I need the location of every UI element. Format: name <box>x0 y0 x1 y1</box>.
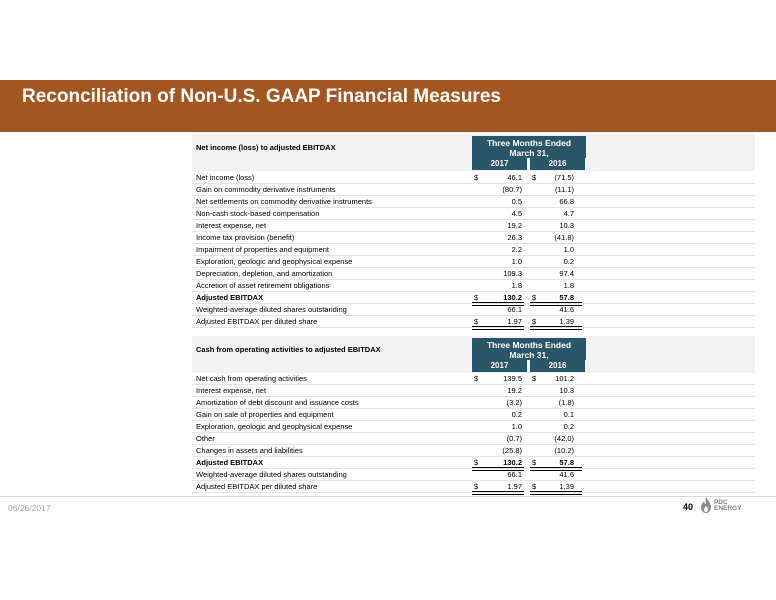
period-header-line: March 31, <box>509 148 549 158</box>
year-header-2017: 2017 <box>472 158 527 170</box>
row-label: Adjusted EBITDAX per diluted share <box>196 317 318 326</box>
value-2017: 19.2 <box>507 221 522 230</box>
value-2017: 130.2 <box>503 293 522 302</box>
currency-symbol: $ <box>474 317 479 326</box>
currency-symbol: $ <box>474 482 479 491</box>
value-2017: 130.2 <box>503 458 522 467</box>
value-2016: (41.8) <box>554 233 574 242</box>
row-label: Other <box>196 434 215 443</box>
value-2016: 66.8 <box>559 197 574 206</box>
value-2016: 4.7 <box>563 209 574 218</box>
row-label: Adjusted EBITDAX <box>196 293 264 302</box>
value-2016: 0.2 <box>563 257 574 266</box>
currency-symbol: $ <box>474 458 479 467</box>
value-2016: 1.8 <box>563 281 574 290</box>
flame-icon <box>700 497 712 513</box>
value-2017: 4.5 <box>511 209 522 218</box>
value-2016: 97.4 <box>559 269 574 278</box>
value-2017: 1.97 <box>507 482 522 491</box>
row-divider <box>192 492 755 493</box>
year-header-2017: 2017 <box>472 360 527 372</box>
row-label: Exploration, geologic and geophysical expense <box>196 422 353 431</box>
value-2017: 26.3 <box>507 233 522 242</box>
value-2017: 66.1 <box>507 470 522 479</box>
value-2016: 1.39 <box>559 482 574 491</box>
value-2016: (10.2) <box>554 446 574 455</box>
row-label: Adjusted EBITDAX per diluted share <box>196 482 318 491</box>
value-2016: 1.39 <box>559 317 574 326</box>
value-2016: 57.8 <box>559 458 574 467</box>
value-2017: 1.0 <box>511 422 522 431</box>
footer-date: 06/26/2017 <box>8 503 51 513</box>
row-label: Gain on sale of properties and equipment <box>196 410 334 419</box>
value-2017: (0.7) <box>506 434 522 443</box>
title-banner <box>0 80 776 132</box>
row-label: Adjusted EBITDAX <box>196 458 264 467</box>
currency-symbol: $ <box>532 458 537 467</box>
section-label: Cash from operating activities to adjusted EBITDAX <box>196 345 381 354</box>
row-label: Interest expense, net <box>196 221 267 230</box>
row-label: Changes in assets and liabilities <box>196 446 303 455</box>
value-2016: 57.8 <box>559 293 574 302</box>
value-2016: (42.0) <box>554 434 574 443</box>
value-2017: (25.8) <box>502 446 522 455</box>
value-2016: (71.5) <box>554 173 574 182</box>
value-2017: 139.5 <box>503 374 522 383</box>
row-label: Weighted-average diluted shares outstanding <box>196 305 347 314</box>
row-label: Net cash from operating activities <box>196 374 307 383</box>
currency-symbol: $ <box>532 173 537 182</box>
value-2016: 41.6 <box>559 305 574 314</box>
value-2017: 19.2 <box>507 386 522 395</box>
value-2016: 1.0 <box>563 245 574 254</box>
row-label: Non-cash stock-based compensation <box>196 209 320 218</box>
value-2016: 10.3 <box>559 386 574 395</box>
value-2017: 1.0 <box>511 257 522 266</box>
value-2016: 101.2 <box>555 374 574 383</box>
value-2017: 0.5 <box>511 197 522 206</box>
year-header-2016: 2016 <box>530 360 585 372</box>
value-2016: 41.6 <box>559 470 574 479</box>
value-2017: 2.2 <box>511 245 522 254</box>
value-2017: 66.1 <box>507 305 522 314</box>
value-2017: 1.8 <box>511 281 522 290</box>
row-label: Net income (loss) <box>196 173 255 182</box>
currency-symbol: $ <box>532 293 537 302</box>
row-label: Accretion of asset retirement obligations <box>196 281 330 290</box>
row-divider <box>192 327 755 328</box>
row-label: Interest expense, net <box>196 386 267 395</box>
year-header-2016: 2016 <box>530 158 585 170</box>
currency-symbol: $ <box>474 293 479 302</box>
row-label: Net settlements on commodity derivative instruments <box>196 197 372 206</box>
currency-symbol: $ <box>532 317 537 326</box>
page-title: Reconciliation of Non-U.S. GAAP Financial Measures <box>22 86 501 107</box>
period-header-line: Three Months Ended <box>486 138 572 148</box>
value-2017: (3.2) <box>506 398 522 407</box>
value-2017: 0.2 <box>511 410 522 419</box>
value-2016: (1.8) <box>558 398 574 407</box>
footer-divider <box>0 496 776 497</box>
value-2017: 46.1 <box>507 173 522 182</box>
value-2017: 109.3 <box>503 269 522 278</box>
period-header-line: March 31, <box>509 350 549 360</box>
row-label: Exploration, geologic and geophysical expense <box>196 257 353 266</box>
currency-symbol: $ <box>532 374 537 383</box>
row-label: Weighted-average diluted shares outstanding <box>196 470 347 479</box>
currency-symbol: $ <box>474 374 479 383</box>
pdc-energy-logo <box>700 496 770 514</box>
value-2016: 0.1 <box>563 410 574 419</box>
value-2016: 10.3 <box>559 221 574 230</box>
value-2017: (80.7) <box>502 185 522 194</box>
row-label: Gain on commodity derivative instruments <box>196 185 336 194</box>
row-label: Income tax provision (benefit) <box>196 233 295 242</box>
period-header <box>472 338 586 360</box>
currency-symbol: $ <box>532 482 537 491</box>
value-2016: (11.1) <box>554 185 574 194</box>
row-label: Depreciation, depletion, and amortization <box>196 269 333 278</box>
value-2017: 1.97 <box>507 317 522 326</box>
page-number: 40 <box>683 502 694 512</box>
logo-text-energy: ENERGY <box>714 505 742 512</box>
row-label: Amortization of debt discount and issuance costs <box>196 398 359 407</box>
currency-symbol: $ <box>474 173 479 182</box>
period-header-line: Three Months Ended <box>486 340 572 350</box>
row-label: Impairment of properties and equipment <box>196 245 329 254</box>
period-header <box>472 136 586 158</box>
logo-text-pdc: PDC <box>714 499 728 506</box>
section-label: Net income (loss) to adjusted EBITDAX <box>196 143 336 152</box>
value-2016: 0.2 <box>563 422 574 431</box>
